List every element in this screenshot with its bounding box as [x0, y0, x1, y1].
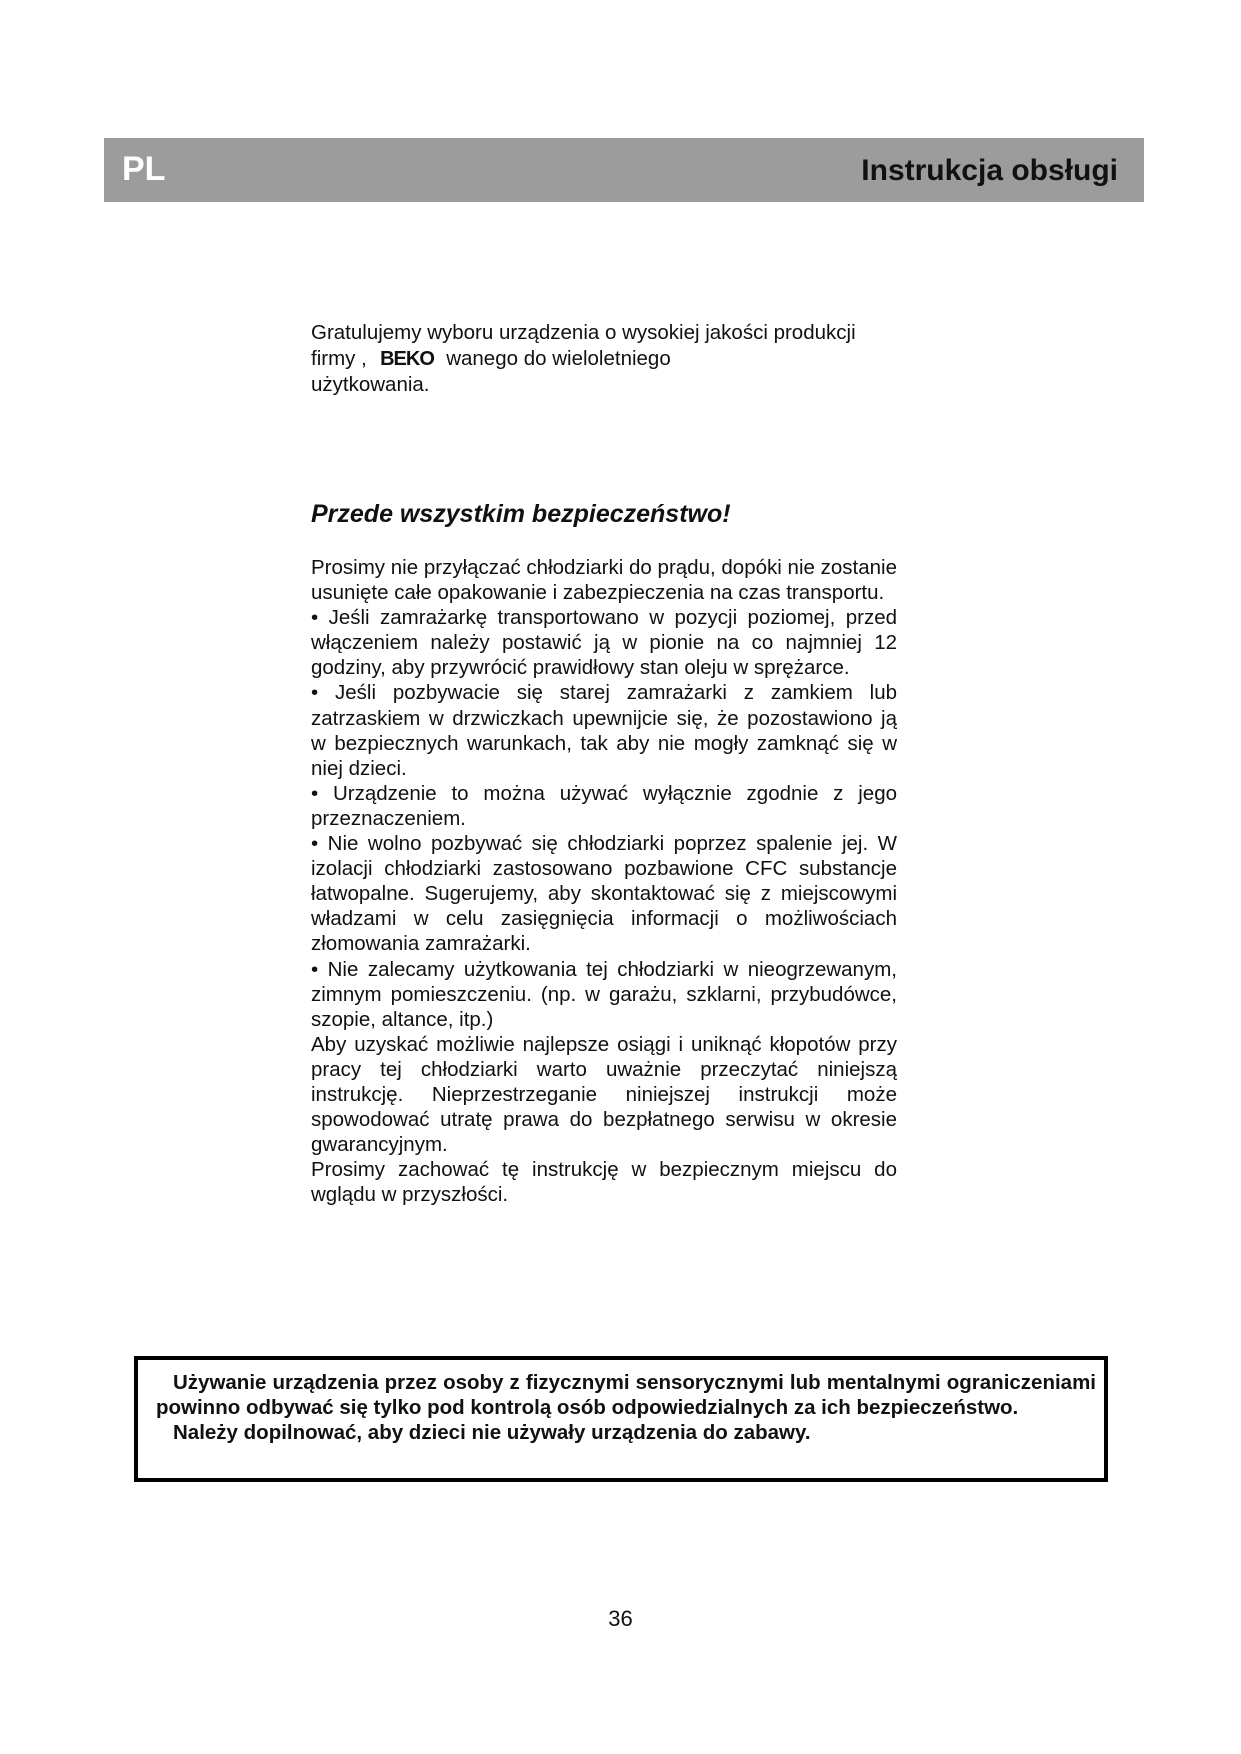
safety-heading: Przede wszystkim bezpieczeństwo! [311, 500, 731, 528]
safety-paragraph: • Nie wolno pozbywać się chłodziarki poprzez spalenie jej. W izolacji chłodziarki zastosowano pozbawione CFC substancje łatwopalne. Sugerujemy, aby skontaktować się z miejscowymi władzami w celu zasięgnięcia informacji o możliwościach złomowania zamrażarki. [311, 832, 897, 956]
intro-line-2 [311, 346, 901, 372]
beko-logo [375, 348, 439, 368]
intro-line-1: Gratulujemy wyboru urządzenia o wysokiej jakości produkcji [311, 321, 856, 344]
intro-line-2-end: wanego do wieloletniego [446, 347, 671, 370]
notice-paragraph-1: Używanie urządzenia przez osoby z fizycznymi sensorycznymi lub mentalnymi ograniczeniami powinno odbywać się tylko pod kontrolą osób odpowiedzialnych za ich bezpieczeństwo. [156, 1371, 1096, 1419]
safety-paragraph: Prosimy nie przyłączać chłodziarki do prądu, dopóki nie zostanie usunięte całe opakowanie i zabezpieczenia na czas transportu. [311, 556, 897, 605]
safety-paragraph: Prosimy zachować tę instrukcję w bezpiecznym miejscu do wglądu w przyszłości. [311, 1158, 897, 1207]
notice-text [156, 1370, 1096, 1445]
safety-paragraph: • Urządzenie to można używać wyłącznie zgodnie z jego przeznaczeniem. [311, 781, 897, 830]
safety-paragraph: Aby uzyskać możliwie najlepsze osiągi i uniknąć kłopotów przy pracy tej chłodziarki warto uważnie przeczytać niniejszą instrukcję. Nieprzestrzeganie niniejszej instrukcji może spowodować utratę prawa do bezpłatnego serwisu w okresie gwarancyjnym. [311, 1032, 897, 1157]
safety-paragraph: • Nie zalecamy użytkowania tej chłodziarki w nieogrzewanym, zimnym pomieszczeniu. (np. w garażu, szklarni, przybudówce, szopie, altance, itp.) [311, 957, 897, 1031]
intro-line-2-start: firmy , [311, 347, 367, 370]
intro-line-3: użytkowania. [311, 373, 430, 396]
safety-paragraph: • Jeśli zamrażarkę transportowano w pozycji poziomej, przed włączeniem należy postawić ją w pionie na co najmniej 12 godziny, aby przywrócić prawidłowy stan oleju w sprężarce. [311, 606, 897, 680]
intro-text [311, 320, 901, 398]
header-bar [104, 138, 1144, 202]
notice-paragraph-2: Należy dopilnować, aby dzieci nie używały urządzenia do zabawy. [173, 1421, 811, 1444]
safety-paragraph: • Jeśli pozbywacie się starej zamrażarki z zamkiem lub zatrzaskiem w drzwiczkach upewnijcie się, że pozostawiono ją w bezpiecznych warunkach, tak aby nie mogły zamknąć się w niej dzieci. [311, 681, 897, 780]
safety-body [311, 555, 897, 1207]
notice-box [134, 1356, 1108, 1482]
document-title: Instrukcja obsługi [861, 154, 1118, 187]
beko-logo-text: BEKO [379, 348, 434, 368]
language-code: PL [122, 150, 166, 188]
page-number: 36 [608, 1606, 633, 1631]
